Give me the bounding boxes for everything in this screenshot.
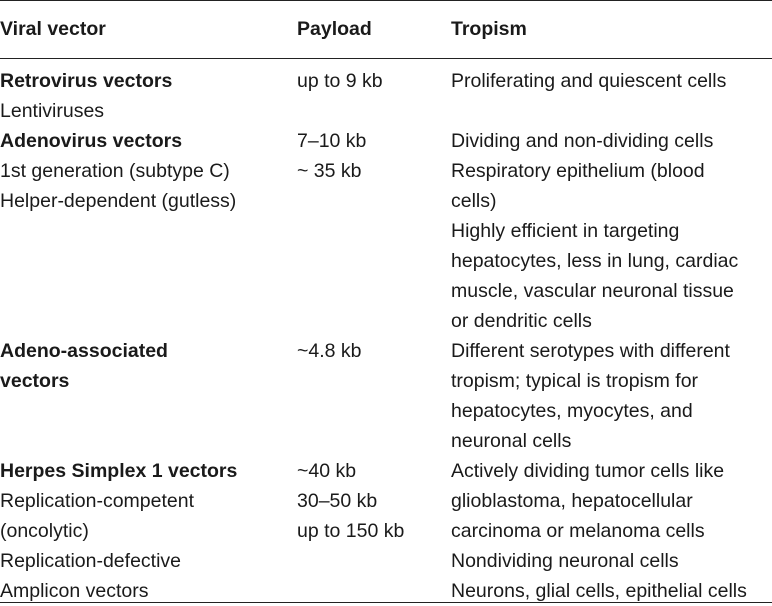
vector-subtype: Helper-dependent (gutless)	[0, 190, 237, 212]
vector-subtype: (oncolytic)	[0, 520, 89, 542]
cell-payload	[297, 126, 447, 186]
payload-value: 30–50 kb	[297, 490, 378, 512]
cell-viral-vector	[0, 126, 290, 216]
vector-name: Adeno-associated	[0, 340, 168, 362]
tropism-text: hepatocytes, less in lung, cardiac	[451, 250, 739, 272]
vector-subtype: 1st generation (subtype C)	[0, 160, 230, 182]
vector-name: Herpes Simplex 1 vectors	[0, 460, 238, 482]
header-viral-vector: Viral vector	[0, 18, 106, 40]
tropism-text: muscle, vascular neuronal tissue	[451, 280, 734, 302]
vector-name: vectors	[0, 370, 70, 392]
tropism-text: cells)	[451, 190, 497, 212]
vector-subtype: Replication-competent	[0, 490, 195, 512]
vector-subtype: Replication-defective	[0, 550, 182, 572]
payload-value: up to 150 kb	[297, 520, 405, 542]
cell-tropism	[451, 336, 772, 456]
cell-viral-vector	[0, 336, 290, 396]
tropism-text: Nondividing neuronal cells	[451, 550, 679, 572]
bottom-rule	[0, 602, 772, 603]
cell-viral-vector	[0, 456, 290, 606]
vector-name: Adenovirus vectors	[0, 130, 183, 152]
cell-payload	[297, 336, 447, 366]
tropism-text: or dendritic cells	[451, 310, 592, 332]
vector-subtype: Amplicon vectors	[0, 580, 149, 602]
tropism-text: Proliferating and quiescent cells	[451, 70, 727, 92]
tropism-text: hepatocytes, myocytes, and	[451, 400, 693, 422]
tropism-text: Neurons, glial cells, epithelial cells	[451, 580, 747, 602]
cell-viral-vector	[0, 66, 290, 126]
cell-tropism	[451, 456, 772, 606]
tropism-text: Different serotypes with different	[451, 340, 730, 362]
table-row	[0, 456, 772, 606]
tropism-text: Dividing and non-dividing cells	[451, 130, 714, 152]
cell-payload	[297, 66, 447, 96]
top-rule	[0, 0, 772, 1]
header-payload: Payload	[297, 18, 372, 40]
tropism-text: carcinoma or melanoma cells	[451, 520, 705, 542]
tropism-text: neuronal cells	[451, 430, 572, 452]
vector-subtype: Lentiviruses	[0, 100, 105, 122]
payload-value: ~ 35 kb	[297, 160, 362, 182]
tropism-text: Respiratory epithelium (blood	[451, 160, 705, 182]
tropism-text: Highly efficient in targeting	[451, 220, 680, 242]
tropism-text: tropism; typical is tropism for	[451, 370, 699, 392]
cell-payload	[297, 456, 447, 546]
table-header	[0, 14, 772, 44]
cell-tropism	[451, 126, 772, 336]
table-row	[0, 66, 772, 126]
payload-value: 7–10 kb	[297, 130, 367, 152]
vector-name: Retrovirus vectors	[0, 70, 173, 92]
table-body	[0, 66, 772, 606]
tropism-text: Actively dividing tumor cells like	[451, 460, 725, 482]
payload-value: ~4.8 kb	[297, 340, 362, 362]
payload-value: ~40 kb	[297, 460, 357, 482]
table-row	[0, 126, 772, 336]
header-tropism: Tropism	[451, 18, 527, 40]
tropism-text: glioblastoma, hepatocellular	[451, 490, 693, 512]
header-rule	[0, 58, 772, 59]
payload-value: up to 9 kb	[297, 70, 383, 92]
table-row	[0, 336, 772, 456]
cell-tropism	[451, 66, 772, 96]
